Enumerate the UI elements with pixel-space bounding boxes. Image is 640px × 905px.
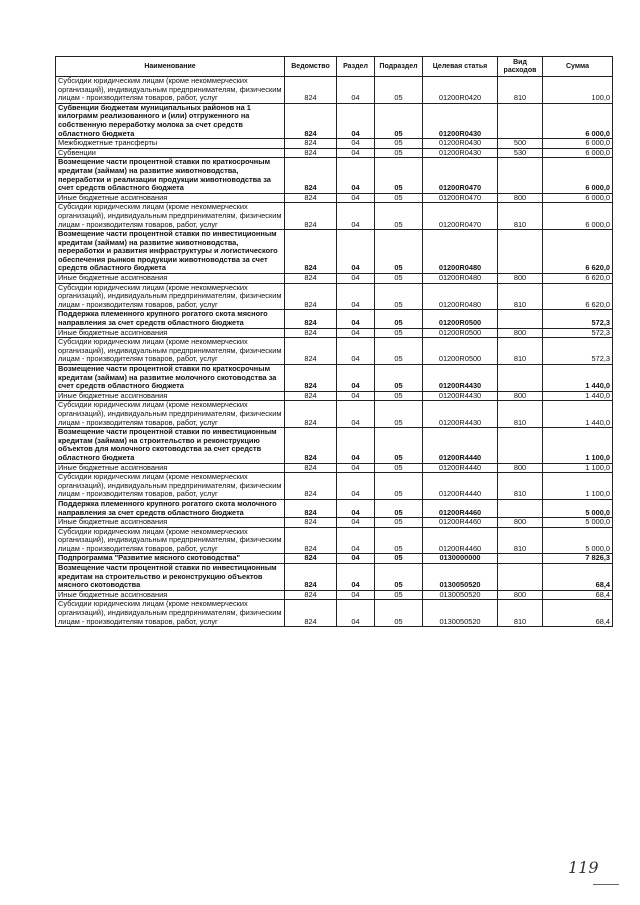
row-tselevaya-cell: 01200R4460 — [423, 527, 498, 554]
row-name-cell: Субсидии юридическим лицам (кроме некоммерческих организаций), индивидуальным предпринимателям, физическим лицам - производителям товаров, работ, услуг — [56, 401, 285, 428]
row-tselevaya-cell: 0130000000 — [423, 554, 498, 564]
row-name-cell: Иные бюджетные ассигнования — [56, 328, 285, 338]
row-razdel-cell: 04 — [337, 365, 375, 392]
row-podrazdel-cell: 05 — [375, 230, 423, 274]
row-vedomstvo-cell: 824 — [285, 310, 337, 328]
row-tselevaya-cell: 01200R4430 — [423, 391, 498, 401]
row-name-cell: Иные бюджетные ассигнования — [56, 274, 285, 284]
row-vedomstvo-cell: 824 — [285, 518, 337, 528]
table-row — [56, 518, 613, 528]
row-razdel-cell: 04 — [337, 193, 375, 203]
table-row — [56, 158, 613, 193]
row-name-cell: Иные бюджетные ассигнования — [56, 463, 285, 473]
row-name-cell: Субсидии юридическим лицам (кроме некоммерческих организаций), индивидуальным предпринимателям, физическим лицам - производителям товаров, работ, услуг — [56, 338, 285, 365]
row-name-cell: Возмещение части процентной ставки по инвестиционным кредитам на строительство и реконструкцию объектов мясного скотоводства — [56, 564, 285, 591]
row-vedomstvo-cell: 824 — [285, 463, 337, 473]
row-tselevaya-cell: 01200R0420 — [423, 77, 498, 104]
table-row — [56, 428, 613, 463]
budget-table — [55, 56, 613, 627]
table-row — [56, 283, 613, 310]
row-vid-cell — [498, 499, 543, 517]
row-vid-cell: 800 — [498, 193, 543, 203]
row-tselevaya-cell: 01200R0500 — [423, 310, 498, 328]
row-summa-cell: 572,3 — [543, 338, 613, 365]
row-summa-cell: 1 100,0 — [543, 463, 613, 473]
row-razdel-cell: 04 — [337, 554, 375, 564]
table-row — [56, 499, 613, 517]
row-summa-cell: 68,4 — [543, 590, 613, 600]
table-row — [56, 77, 613, 104]
row-podrazdel-cell: 05 — [375, 554, 423, 564]
row-summa-cell: 6 000,0 — [543, 148, 613, 158]
row-vedomstvo-cell: 824 — [285, 365, 337, 392]
row-vedomstvo-cell: 824 — [285, 193, 337, 203]
row-vid-cell: 810 — [498, 77, 543, 104]
row-summa-cell: 1 440,0 — [543, 401, 613, 428]
row-razdel-cell: 04 — [337, 527, 375, 554]
row-razdel-cell: 04 — [337, 328, 375, 338]
row-name-cell: Поддержка племенного крупного рогатого скота молочного направления за счет средств областного бюджета — [56, 499, 285, 517]
row-name-cell: Иные бюджетные ассигнования — [56, 590, 285, 600]
table-row — [56, 564, 613, 591]
row-name-cell: Субсидии юридическим лицам (кроме некоммерческих организаций), индивидуальным предпринимателям, физическим лицам - производителям товаров, работ, услуг — [56, 77, 285, 104]
row-podrazdel-cell: 05 — [375, 158, 423, 193]
row-podrazdel-cell: 05 — [375, 391, 423, 401]
row-podrazdel-cell: 05 — [375, 590, 423, 600]
row-name-cell: Возмещение части процентной ставки по краткосрочным кредитам (займам) на развитие животноводства, переработки и реализации продукции животноводства за счет средств областного бюджета — [56, 158, 285, 193]
margin-mark — [593, 884, 619, 885]
row-razdel-cell: 04 — [337, 590, 375, 600]
row-podrazdel-cell: 05 — [375, 310, 423, 328]
row-summa-cell: 6 000,0 — [543, 203, 613, 230]
row-razdel-cell: 04 — [337, 274, 375, 284]
row-vedomstvo-cell: 824 — [285, 77, 337, 104]
row-summa-cell: 6 620,0 — [543, 230, 613, 274]
row-vid-cell: 810 — [498, 283, 543, 310]
row-podrazdel-cell: 05 — [375, 428, 423, 463]
row-vedomstvo-cell: 824 — [285, 600, 337, 627]
row-vedomstvo-cell: 824 — [285, 139, 337, 149]
table-row — [56, 274, 613, 284]
row-summa-cell: 1 100,0 — [543, 473, 613, 500]
row-vedomstvo-cell: 824 — [285, 499, 337, 517]
row-podrazdel-cell: 05 — [375, 499, 423, 517]
row-vid-cell — [498, 230, 543, 274]
row-tselevaya-cell: 01200R0480 — [423, 230, 498, 274]
row-summa-cell: 68,4 — [543, 564, 613, 591]
row-vedomstvo-cell: 824 — [285, 391, 337, 401]
row-tselevaya-cell: 01200R0480 — [423, 283, 498, 310]
row-vid-cell: 530 — [498, 148, 543, 158]
row-podrazdel-cell: 05 — [375, 463, 423, 473]
row-summa-cell: 572,3 — [543, 328, 613, 338]
row-vid-cell: 810 — [498, 473, 543, 500]
row-razdel-cell: 04 — [337, 499, 375, 517]
row-vid-cell — [498, 554, 543, 564]
row-vid-cell — [498, 428, 543, 463]
row-tselevaya-cell: 01200R0430 — [423, 103, 498, 138]
row-tselevaya-cell: 01200R4430 — [423, 401, 498, 428]
row-razdel-cell: 04 — [337, 139, 375, 149]
row-tselevaya-cell: 01200R4440 — [423, 463, 498, 473]
row-summa-cell: 1 440,0 — [543, 391, 613, 401]
table-row — [56, 103, 613, 138]
row-name-cell: Субвенции бюджетам муниципальных районов на 1 килограмм реализованного и (или) отгруженного на собственную переработку молока за счет средств областного бюджета — [56, 103, 285, 138]
row-tselevaya-cell: 01200R0480 — [423, 274, 498, 284]
row-razdel-cell: 04 — [337, 391, 375, 401]
col-header-podrazdel: Подраздел — [375, 57, 423, 77]
row-podrazdel-cell: 05 — [375, 283, 423, 310]
row-summa-cell: 100,0 — [543, 77, 613, 104]
row-razdel-cell: 04 — [337, 473, 375, 500]
row-name-cell: Иные бюджетные ассигнования — [56, 391, 285, 401]
row-name-cell: Субсидии юридическим лицам (кроме некоммерческих организаций), индивидуальным предпринимателям, физическим лицам - производителям товаров, работ, услуг — [56, 203, 285, 230]
row-summa-cell: 6 620,0 — [543, 283, 613, 310]
row-podrazdel-cell: 05 — [375, 193, 423, 203]
row-vid-cell: 810 — [498, 338, 543, 365]
row-vedomstvo-cell: 824 — [285, 274, 337, 284]
row-tselevaya-cell: 01200R0470 — [423, 203, 498, 230]
row-vedomstvo-cell: 824 — [285, 103, 337, 138]
row-podrazdel-cell: 05 — [375, 338, 423, 365]
row-summa-cell: 6 000,0 — [543, 103, 613, 138]
col-header-summa: Сумма — [543, 57, 613, 77]
row-summa-cell: 6 000,0 — [543, 158, 613, 193]
row-razdel-cell: 04 — [337, 518, 375, 528]
row-name-cell: Межбюджетные трансферты — [56, 139, 285, 149]
row-vid-cell — [498, 310, 543, 328]
row-razdel-cell: 04 — [337, 230, 375, 274]
table-row — [56, 600, 613, 627]
row-razdel-cell: 04 — [337, 564, 375, 591]
row-summa-cell: 6 620,0 — [543, 274, 613, 284]
row-razdel-cell: 04 — [337, 283, 375, 310]
row-vedomstvo-cell: 824 — [285, 148, 337, 158]
row-name-cell: Возмещение части процентной ставки по инвестиционным кредитам (займам) на развитие животноводства, переработки и развития инфраструктуры и логистического обеспечения рынков продукции животноводства за счет средств областного бюджета — [56, 230, 285, 274]
col-header-vid: Вид расходов — [498, 57, 543, 77]
row-podrazdel-cell: 05 — [375, 365, 423, 392]
row-podrazdel-cell: 05 — [375, 103, 423, 138]
row-name-cell: Возмещение части процентной ставки по инвестиционным кредитам (займам) на строительство и реконструкцию объектов для молочного скотоводства за счет средств областного бюджета — [56, 428, 285, 463]
row-tselevaya-cell: 01200R0500 — [423, 328, 498, 338]
col-header-name: Наименование — [56, 57, 285, 77]
col-header-razdel: Раздел — [337, 57, 375, 77]
row-vid-cell: 800 — [498, 391, 543, 401]
row-razdel-cell: 04 — [337, 310, 375, 328]
row-vedomstvo-cell: 824 — [285, 328, 337, 338]
row-podrazdel-cell: 05 — [375, 274, 423, 284]
row-vedomstvo-cell: 824 — [285, 473, 337, 500]
row-vid-cell: 810 — [498, 600, 543, 627]
row-tselevaya-cell: 01200R0430 — [423, 148, 498, 158]
row-vedomstvo-cell: 824 — [285, 554, 337, 564]
row-podrazdel-cell: 05 — [375, 473, 423, 500]
table-row — [56, 203, 613, 230]
row-name-cell: Субсидии юридическим лицам (кроме некоммерческих организаций), индивидуальным предпринимателям, физическим лицам - производителям товаров, работ, услуг — [56, 473, 285, 500]
row-vid-cell — [498, 564, 543, 591]
row-vedomstvo-cell: 824 — [285, 401, 337, 428]
row-tselevaya-cell: 01200R0430 — [423, 139, 498, 149]
row-tselevaya-cell: 01200R4460 — [423, 499, 498, 517]
row-podrazdel-cell: 05 — [375, 564, 423, 591]
row-tselevaya-cell: 01200R4460 — [423, 518, 498, 528]
row-vedomstvo-cell: 824 — [285, 283, 337, 310]
row-tselevaya-cell: 01200R4440 — [423, 473, 498, 500]
row-summa-cell: 1 440,0 — [543, 365, 613, 392]
row-vid-cell: 800 — [498, 590, 543, 600]
table-header-row — [56, 57, 613, 77]
row-podrazdel-cell: 05 — [375, 600, 423, 627]
row-vedomstvo-cell: 824 — [285, 590, 337, 600]
row-razdel-cell: 04 — [337, 428, 375, 463]
row-vedomstvo-cell: 824 — [285, 338, 337, 365]
row-name-cell: Подпрограмма "Развитие мясного скотоводства" — [56, 554, 285, 564]
row-summa-cell: 7 826,3 — [543, 554, 613, 564]
row-name-cell: Субсидии юридическим лицам (кроме некоммерческих организаций), индивидуальным предпринимателям, физическим лицам - производителям товаров, работ, услуг — [56, 283, 285, 310]
row-vid-cell: 810 — [498, 203, 543, 230]
table-row — [56, 230, 613, 274]
row-podrazdel-cell: 05 — [375, 328, 423, 338]
row-razdel-cell: 04 — [337, 463, 375, 473]
row-name-cell: Субсидии юридическим лицам (кроме некоммерческих организаций), индивидуальным предпринимателям, физическим лицам - производителям товаров, работ, услуг — [56, 527, 285, 554]
row-name-cell: Возмещение части процентной ставки по краткосрочным кредитам (займам) на развитие молочного скотоводства за счет средств областного бюджета — [56, 365, 285, 392]
row-razdel-cell: 04 — [337, 103, 375, 138]
row-vid-cell: 810 — [498, 527, 543, 554]
row-summa-cell: 5 000,0 — [543, 518, 613, 528]
page-number: 119 — [568, 858, 599, 877]
row-summa-cell: 6 000,0 — [543, 193, 613, 203]
row-summa-cell: 6 000,0 — [543, 139, 613, 149]
row-tselevaya-cell: 01200R0470 — [423, 193, 498, 203]
row-vid-cell: 500 — [498, 139, 543, 149]
row-vid-cell — [498, 365, 543, 392]
row-vid-cell: 800 — [498, 328, 543, 338]
table-row — [56, 139, 613, 149]
row-tselevaya-cell: 01200R0470 — [423, 158, 498, 193]
row-tselevaya-cell: 01200R4430 — [423, 365, 498, 392]
row-vid-cell: 800 — [498, 463, 543, 473]
row-vedomstvo-cell: 824 — [285, 158, 337, 193]
row-vedomstvo-cell: 824 — [285, 527, 337, 554]
row-razdel-cell: 04 — [337, 203, 375, 230]
row-name-cell: Субвенции — [56, 148, 285, 158]
row-vedomstvo-cell: 824 — [285, 564, 337, 591]
row-podrazdel-cell: 05 — [375, 518, 423, 528]
row-tselevaya-cell: 0130050520 — [423, 590, 498, 600]
row-summa-cell: 68,4 — [543, 600, 613, 627]
row-vid-cell — [498, 158, 543, 193]
row-razdel-cell: 04 — [337, 148, 375, 158]
row-vid-cell — [498, 103, 543, 138]
row-razdel-cell: 04 — [337, 338, 375, 365]
row-tselevaya-cell: 01200R4440 — [423, 428, 498, 463]
row-razdel-cell: 04 — [337, 77, 375, 104]
table-row — [56, 310, 613, 328]
table-body — [56, 77, 613, 627]
row-razdel-cell: 04 — [337, 158, 375, 193]
row-podrazdel-cell: 05 — [375, 527, 423, 554]
row-summa-cell: 1 100,0 — [543, 428, 613, 463]
row-podrazdel-cell: 05 — [375, 77, 423, 104]
row-vedomstvo-cell: 824 — [285, 428, 337, 463]
row-razdel-cell: 04 — [337, 401, 375, 428]
row-vid-cell: 800 — [498, 274, 543, 284]
row-vid-cell: 810 — [498, 401, 543, 428]
row-tselevaya-cell: 01200R0500 — [423, 338, 498, 365]
table-row — [56, 473, 613, 500]
col-header-vedomstvo: Ведомство — [285, 57, 337, 77]
row-name-cell: Иные бюджетные ассигнования — [56, 193, 285, 203]
table-row — [56, 338, 613, 365]
row-podrazdel-cell: 05 — [375, 148, 423, 158]
row-summa-cell: 5 000,0 — [543, 527, 613, 554]
row-name-cell: Субсидии юридическим лицам (кроме некоммерческих организаций), индивидуальным предпринимателям, физическим лицам - производителям товаров, работ, услуг — [56, 600, 285, 627]
row-vedomstvo-cell: 824 — [285, 230, 337, 274]
row-vid-cell: 800 — [498, 518, 543, 528]
row-name-cell: Иные бюджетные ассигнования — [56, 518, 285, 528]
row-summa-cell: 5 000,0 — [543, 499, 613, 517]
row-podrazdel-cell: 05 — [375, 203, 423, 230]
table-row — [56, 365, 613, 392]
row-vedomstvo-cell: 824 — [285, 203, 337, 230]
table-row — [56, 401, 613, 428]
table-row — [56, 527, 613, 554]
row-tselevaya-cell: 0130050520 — [423, 564, 498, 591]
row-razdel-cell: 04 — [337, 600, 375, 627]
row-summa-cell: 572,3 — [543, 310, 613, 328]
row-podrazdel-cell: 05 — [375, 401, 423, 428]
row-tselevaya-cell: 0130050520 — [423, 600, 498, 627]
row-name-cell: Поддержка племенного крупного рогатого скота мясного направления за счет средств областного бюджета — [56, 310, 285, 328]
row-podrazdel-cell: 05 — [375, 139, 423, 149]
col-header-tselevaya: Целевая статья — [423, 57, 498, 77]
